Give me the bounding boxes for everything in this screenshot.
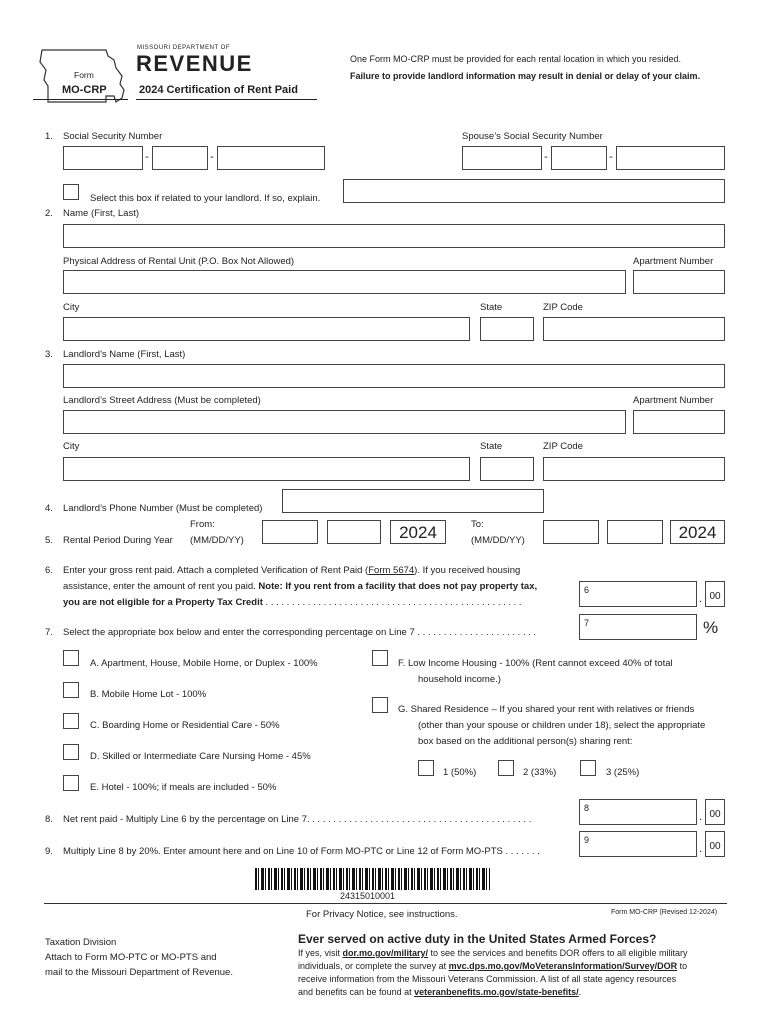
attach-line-2: mail to the Missouri Department of Revenue.: [45, 967, 233, 978]
related-to-landlord-checkbox[interactable]: [63, 184, 79, 200]
ssn-dash: -: [145, 151, 149, 163]
ssn-part-3-input[interactable]: [217, 146, 325, 170]
line-3-number: 3.: [45, 349, 53, 360]
zip-label: ZIP Code: [543, 302, 583, 313]
landlord-apartment-input[interactable]: [633, 410, 725, 434]
line-7-text: Select the appropriate box below and enter the corresponding percentage on Line 7 . . . . . . . . . . . . . . . . . . . . . . .: [63, 627, 537, 638]
shared-1-checkbox[interactable]: [418, 760, 434, 776]
name-label: Name (First, Last): [63, 208, 140, 219]
line-6-decimal: .: [699, 593, 703, 605]
apartment-number-label: Apartment Number: [633, 256, 714, 267]
option-a-checkbox[interactable]: [63, 650, 79, 666]
option-g-checkbox[interactable]: [372, 697, 388, 713]
line-8-decimal: .: [699, 811, 703, 823]
form-label: Form: [74, 70, 94, 80]
line-6-amount-input[interactable]: [579, 581, 697, 607]
form-5674-link[interactable]: Form 5674: [368, 565, 415, 576]
option-a-label: A. Apartment, House, Mobile Home, or Duplex - 100%: [90, 658, 318, 669]
veterans-survey-link[interactable]: mvc.dps.mo.gov/MoVeteransInformation/Survey/DOR: [448, 961, 678, 971]
landlord-name-input[interactable]: [63, 364, 725, 388]
military-text-1: If yes, visit dor.mo.gov/military/ to see the services and benefits DOR offers to all eligible military: [298, 948, 688, 958]
military-title: Ever served on active duty in the United States Armed Forces?: [298, 932, 657, 946]
form-title: 2024 Certification of Rent Paid: [139, 84, 298, 96]
line-9-text: Multiply Line 8 by 20%. Enter amount here and on Line 10 of Form MO-PTC or Line 12 of Form MO-PTS . . . . . . .: [63, 846, 540, 857]
related-to-landlord-label: Select this box if related to your landlord. If so, explain.: [90, 193, 321, 204]
line-6-text-2: assistance, enter the amount of rent you paid. Note: If you rent from a facility that does not pay property tax,: [63, 581, 538, 592]
spouse-ssn-part-2-input[interactable]: [551, 146, 607, 170]
header-note-2: Failure to provide landlord information may result in denial or delay of your claim.: [350, 71, 701, 81]
option-d-checkbox[interactable]: [63, 744, 79, 760]
line-4-number: 4.: [45, 503, 53, 514]
barcode: [255, 868, 490, 890]
rental-address-label: Physical Address of Rental Unit (P.O. Box Not Allowed): [63, 256, 295, 267]
landlord-state-label: State: [480, 441, 503, 452]
revision-label: Form MO-CRP (Revised 12-2024): [611, 909, 718, 916]
landlord-address-input[interactable]: [63, 410, 626, 434]
line-6-text-3: you are not eligible for a Property Tax Credit . . . . . . . . . . . . . . . . . . . . . . . . . . . . . . . . . . . . . . . . . . . . . . . . .: [63, 597, 522, 608]
option-b-label: B. Mobile Home Lot - 100%: [90, 689, 207, 700]
from-day-input[interactable]: [327, 520, 381, 544]
option-e-checkbox[interactable]: [63, 775, 79, 791]
spouse-ssn-part-1-input[interactable]: [462, 146, 542, 170]
line-8-number: 8.: [45, 814, 53, 825]
line-9-amount-input[interactable]: [579, 831, 697, 857]
ssn-part-1-input[interactable]: [63, 146, 143, 170]
line-6-number: 6.: [45, 565, 53, 576]
landlord-address-label: Landlord’s Street Address (Must be completed): [63, 395, 261, 406]
line-8-amount-input[interactable]: [579, 799, 697, 825]
line-5-number: 5.: [45, 535, 53, 546]
shared-3-checkbox[interactable]: [580, 760, 596, 776]
landlord-city-label: City: [63, 441, 80, 452]
landlord-apartment-label: Apartment Number: [633, 395, 714, 406]
option-g-label-3: box based on the additional person(s) sharing rent:: [418, 736, 633, 747]
state-label: State: [480, 302, 503, 313]
related-explanation-input[interactable]: [343, 179, 725, 203]
header-note-1: One Form MO-CRP must be provided for each rental location in which you resided.: [350, 54, 681, 64]
city-input[interactable]: [63, 317, 470, 341]
privacy-notice: For Privacy Notice, see instructions.: [306, 909, 458, 920]
line-2-number: 2.: [45, 208, 53, 219]
military-text-2: individuals, or complete the survey at mvc.dps.mo.gov/MoVeteransInformation/Survey/DOR to: [298, 961, 688, 971]
option-g-label-2: (other than your spouse or children under 18), select the appropriate: [418, 720, 706, 731]
military-text-4: and benefits can be found at veteranbenefits.mo.gov/state-benefits/.: [298, 987, 582, 997]
line-6-cents: 00: [705, 581, 725, 607]
landlord-name-label: Landlord’s Name (First, Last): [63, 349, 186, 360]
zip-input[interactable]: [543, 317, 725, 341]
line-9-box-number: 9: [584, 835, 590, 845]
landlord-phone-input[interactable]: [282, 489, 544, 513]
landlord-zip-label: ZIP Code: [543, 441, 583, 452]
line-9-number: 9.: [45, 846, 53, 857]
city-label: City: [63, 302, 80, 313]
taxation-division: Taxation Division: [45, 937, 117, 948]
to-date-format: (MM/DD/YY): [471, 535, 525, 546]
ssn-label: Social Security Number: [63, 131, 163, 142]
shared-1-label: 1 (50%): [443, 767, 477, 778]
spouse-ssn-dash: -: [609, 151, 613, 163]
header-rule-left: [33, 99, 128, 100]
shared-3-label: 3 (25%): [606, 767, 640, 778]
option-f-label-1: F. Low Income Housing - 100% (Rent cannot exceed 40% of total: [398, 658, 673, 669]
landlord-phone-label: Landlord’s Phone Number (Must be completed): [63, 503, 263, 514]
percent-sign: %: [703, 618, 719, 637]
rental-address-input[interactable]: [63, 270, 626, 294]
line-6-text-1: Enter your gross rent paid. Attach a completed Verification of Rent Paid (Form 5674). If you received housing: [63, 565, 521, 576]
landlord-zip-input[interactable]: [543, 457, 725, 481]
line-7-box-number: 7: [584, 618, 590, 628]
apartment-number-input[interactable]: [633, 270, 725, 294]
line-7-number: 7.: [45, 627, 53, 638]
to-month-input[interactable]: [543, 520, 599, 544]
option-c-checkbox[interactable]: [63, 713, 79, 729]
from-date-format: (MM/DD/YY): [190, 535, 244, 546]
barcode-number: 24315010001: [340, 891, 396, 901]
line-6-box-number: 6: [584, 585, 590, 595]
form-id: MO-CRP: [62, 84, 107, 96]
option-e-label: E. Hotel - 100%; if meals are included - 50%: [90, 782, 277, 793]
option-b-checkbox[interactable]: [63, 682, 79, 698]
ssn-part-2-input[interactable]: [152, 146, 208, 170]
landlord-city-input[interactable]: [63, 457, 470, 481]
header-rule-right: [136, 99, 317, 100]
line-9-cents: 00: [705, 831, 725, 857]
landlord-state-input[interactable]: [480, 457, 534, 481]
to-year: 2024: [670, 520, 725, 544]
spouse-ssn-label: Spouse’s Social Security Number: [462, 131, 603, 142]
rental-period-label: Rental Period During Year: [63, 535, 173, 546]
line-8-cents: 00: [705, 799, 725, 825]
shared-2-checkbox[interactable]: [498, 760, 514, 776]
line-7-percentage-input[interactable]: [579, 614, 697, 640]
state-benefits-link[interactable]: veteranbenefits.mo.gov/state-benefits/: [414, 987, 579, 997]
to-label: To:: [471, 519, 484, 530]
from-label: From:: [190, 519, 215, 530]
dor-military-link[interactable]: dor.mo.gov/military/: [342, 948, 429, 958]
from-month-input[interactable]: [262, 520, 318, 544]
military-text-3: receive information from the Missouri Veterans Commission. A list of all state agency resources: [298, 974, 677, 984]
to-day-input[interactable]: [607, 520, 663, 544]
line-1-number: 1.: [45, 131, 53, 142]
footer-divider: [44, 903, 727, 904]
option-f-checkbox[interactable]: [372, 650, 388, 666]
agency-small-text: MISSOURI DEPARTMENT OF: [137, 45, 231, 51]
from-year: 2024: [390, 520, 446, 544]
line-8-box-number: 8: [584, 803, 590, 813]
line-8-text: Net rent paid - Multiply Line 6 by the percentage on Line 7. . . . . . . . . . . . . . . . . . . . . . . . . . . . . . . . . . . . . . . . . . .: [63, 814, 532, 825]
option-d-label: D. Skilled or Intermediate Care Nursing Home - 45%: [90, 751, 311, 762]
spouse-ssn-part-3-input[interactable]: [616, 146, 725, 170]
shared-2-label: 2 (33%): [523, 767, 557, 778]
spouse-ssn-dash: -: [544, 151, 548, 163]
state-input[interactable]: [480, 317, 534, 341]
attach-line-1: Attach to Form MO-PTC or MO-PTS and: [45, 952, 217, 963]
option-c-label: C. Boarding Home or Residential Care - 50%: [90, 720, 280, 731]
option-f-label-2: household income.): [418, 674, 501, 685]
name-input[interactable]: [63, 224, 725, 248]
ssn-dash: -: [210, 151, 214, 163]
line-9-decimal: .: [699, 843, 703, 855]
option-g-label-1: G. Shared Residence – If you shared your rent with relatives or friends: [398, 704, 695, 715]
agency-logo-revenue: REVENUE: [136, 51, 253, 76]
